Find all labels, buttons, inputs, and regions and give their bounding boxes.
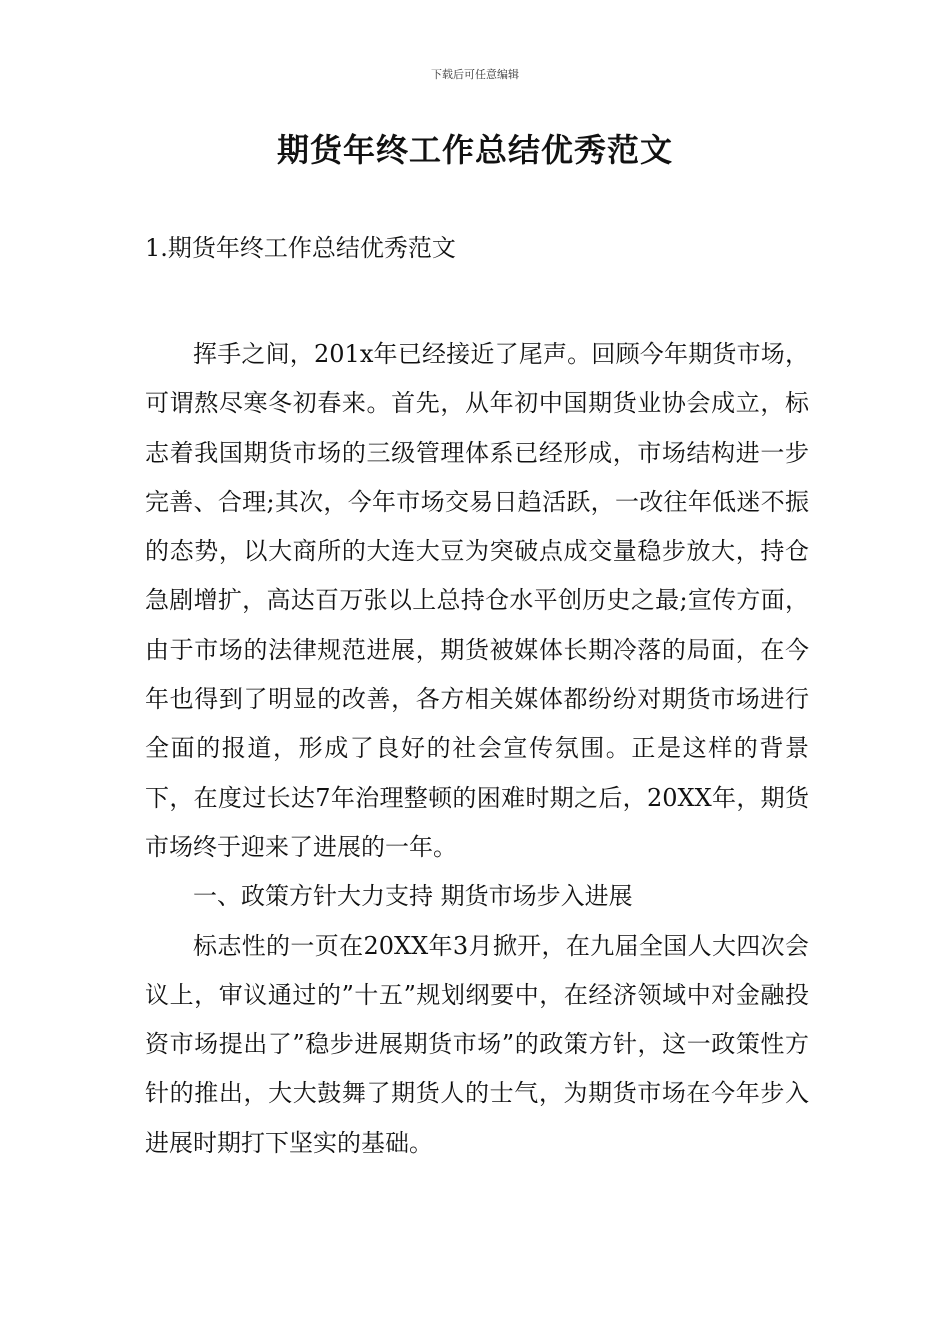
document-body: [145, 330, 809, 1168]
paragraph-intro: 挥手之间，201x年已经接近了尾声。回顾今年期货市场，可谓熬尽寒冬初春来。首先，从年初中国期货业协会成立，标志着我国期货市场的三级管理体系已经形成，市场结构进一步完善、合理;其次，今年市场交易日趋活跃，一改往年低迷不振的态势，以大商所的大连大豆为突破点成交量稳步放大，持仓急剧增扩，高达百万张以上总持仓水平创历史之最;宣传方面，由于市场的法律规范进展，期货被媒体长期冷落的局面，在今年也得到了明显的改善，各方相关媒体都纷纷对期货市场进行全面的报道，形成了良好的社会宣传氛围。正是这样的背景下，在度过长达7年治理整顿的困难时期之后，20XX年，期货市场终于迎来了进展的一年。: [145, 340, 809, 861]
section-heading: 1.期货年终工作总结优秀范文: [145, 234, 456, 262]
header-note: 下载后可任意编辑: [431, 68, 519, 81]
paragraph-policy: 标志性的一页在20XX年3月掀开，在九届全国人大四次会议上，审议通过的”十五”规划纲要中，在经济领域中对金融投资市场提出了”稳步进展期货市场”的政策方针，这一政策性方针的推出，大大鼓舞了期货人的士气，为期货市场在今年步入进展时期打下坚实的基础。: [145, 931, 809, 1157]
paragraph-subheading: 一、政策方针大力支持 期货市场步入进展: [193, 882, 633, 911]
document-title: 期货年终工作总结优秀范文: [276, 131, 673, 169]
